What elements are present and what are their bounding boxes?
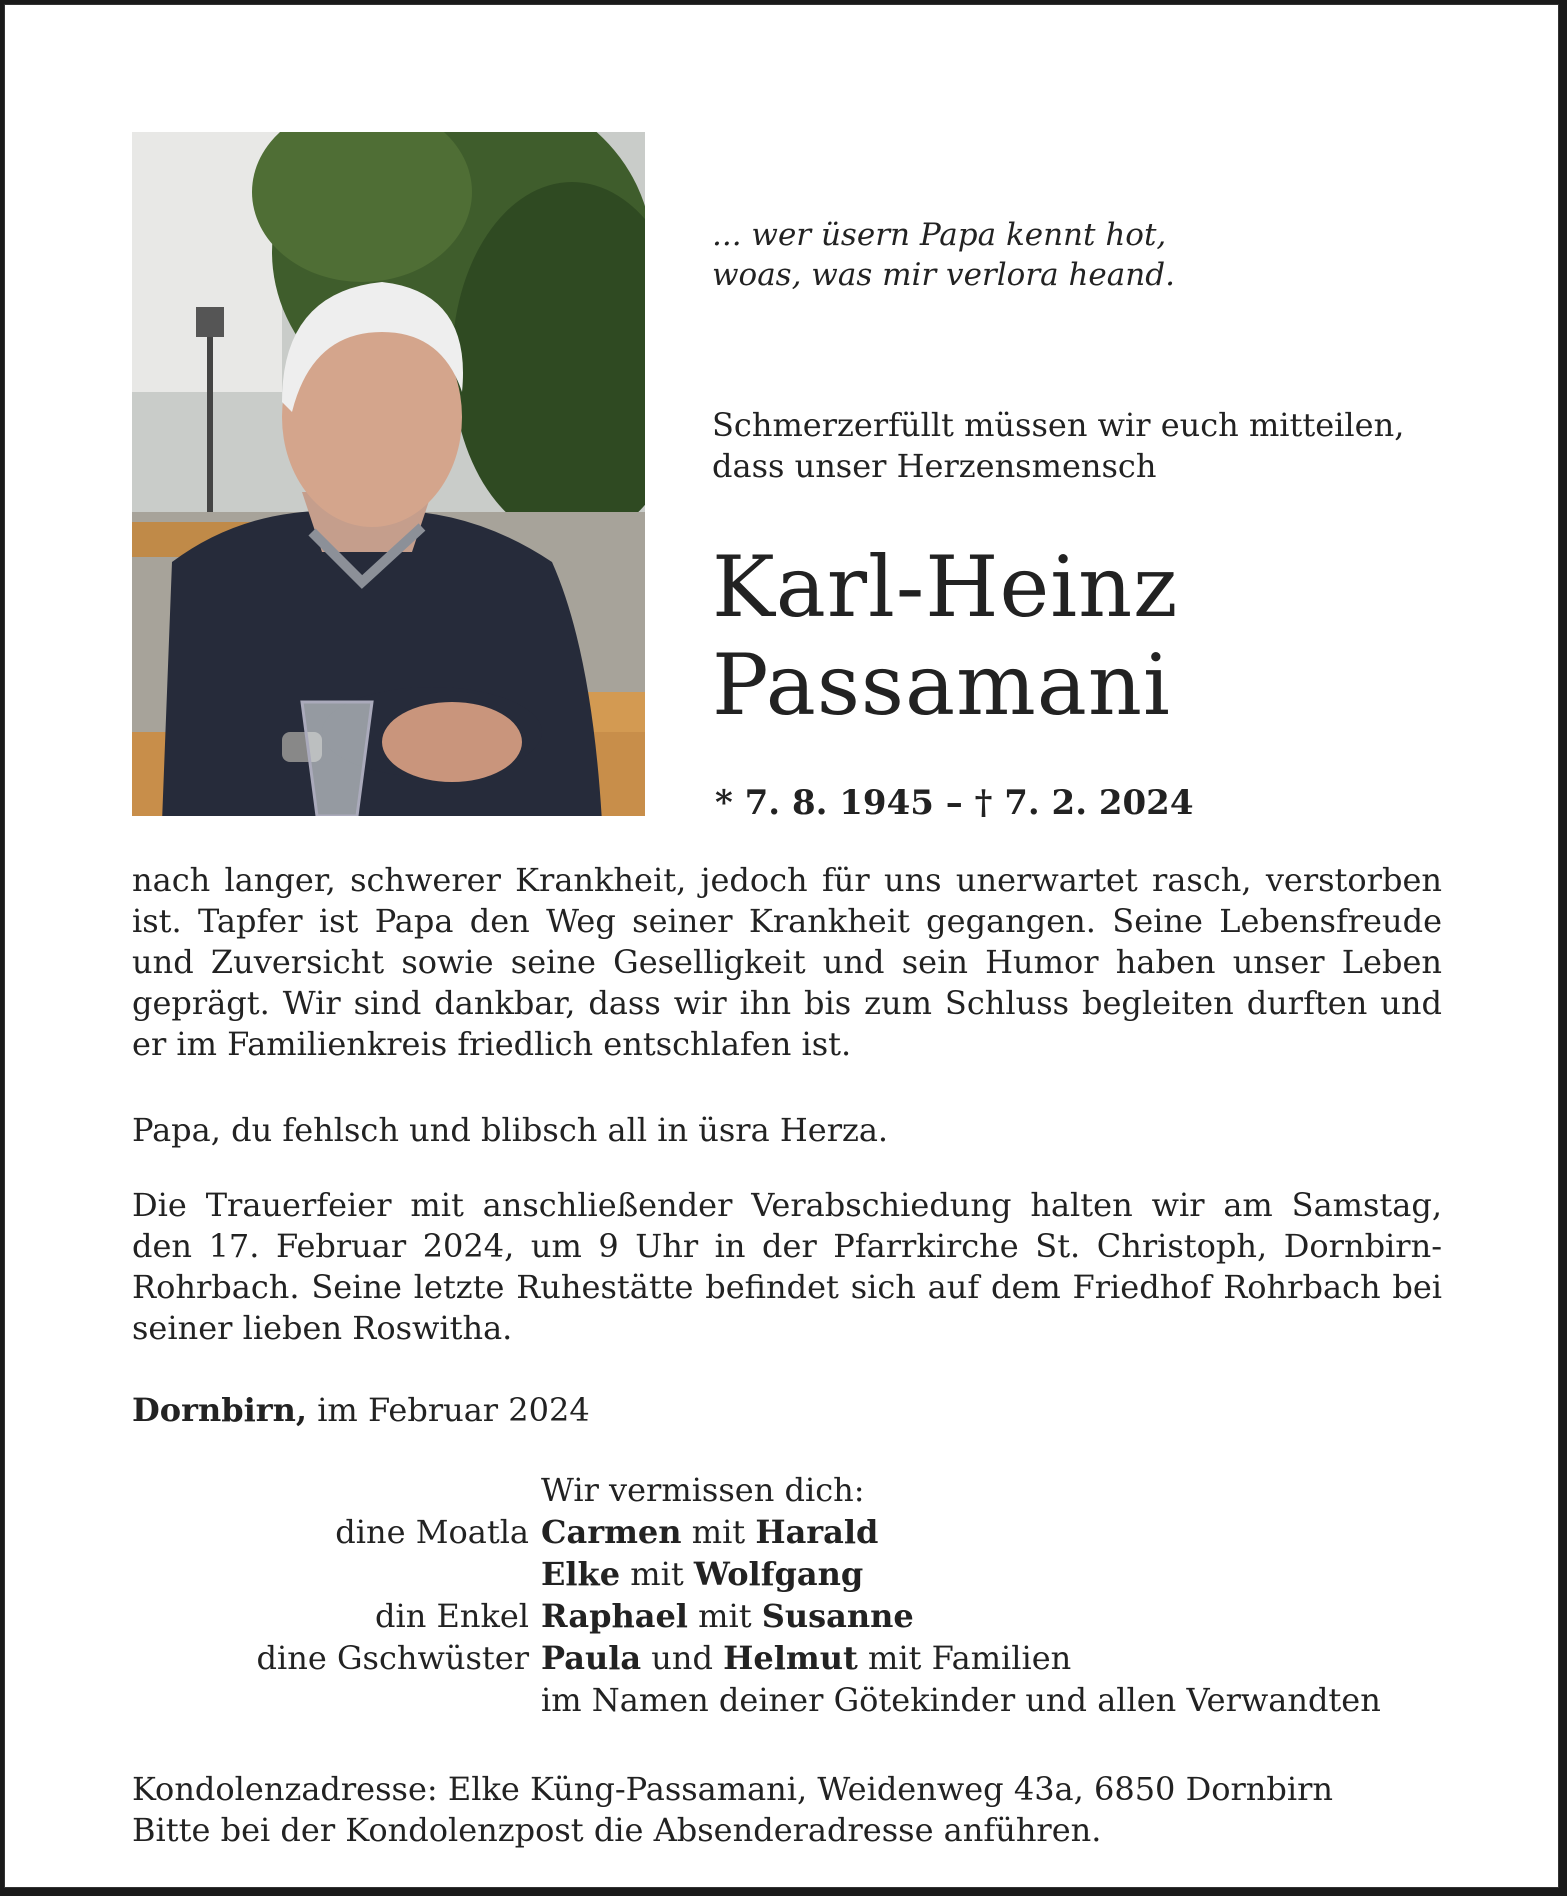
quote-line-2: woas, was mir verlora heand. xyxy=(712,257,1175,293)
family-label: dine Moatla xyxy=(335,1513,529,1551)
memorial-quote xyxy=(712,215,1175,295)
family-label xyxy=(5,1553,541,1595)
family-name: Paula xyxy=(541,1639,642,1677)
condolence-info xyxy=(132,1769,1333,1851)
family-name: Carmen xyxy=(541,1513,682,1551)
deceased-name xyxy=(712,538,1178,734)
family-name: Raphael xyxy=(541,1597,688,1635)
body-paragraph-3: Die Trauerfeier mit anschließender Verabschiedung halten wir am Samstag, den 17. Februar 2024, um 9 Uhr in der Pfarrkirche St. Christoph, Dornbirn-Rohrbach. Seine letzte Ruhestätte befindet sich auf dem Friedhof Rohrbach bei seiner lieben Roswitha. xyxy=(132,1186,1442,1347)
body-paragraph-2: Papa, du fehlsch und blibsch all in üsra Herza. xyxy=(132,1111,889,1149)
family-name: Elke xyxy=(541,1555,621,1593)
place-date: im Februar 2024 xyxy=(307,1391,590,1429)
first-name: Karl-Heinz xyxy=(712,538,1179,636)
announcement-intro xyxy=(712,405,1404,487)
intro-line-1: Schmerzerfüllt müssen wir euch mitteilen, xyxy=(712,406,1405,444)
quote-line-1: ... wer üsern Papa kennt hot, xyxy=(712,217,1167,253)
family-row: din Enkel Raphael mit Susanne xyxy=(5,1595,1560,1637)
life-dates: * 7. 8. 1945 – † 7. 2. 2024 xyxy=(715,783,1194,823)
family-name: Susanne xyxy=(761,1597,914,1635)
family-closing-row xyxy=(5,1679,1560,1721)
family-list xyxy=(5,1469,1560,1721)
family-label: dine Gschwüster xyxy=(256,1639,529,1677)
family-name: Harald xyxy=(755,1513,879,1551)
family-row: Elke mit Wolfgang xyxy=(5,1553,1560,1595)
place-and-date xyxy=(132,1391,590,1429)
obituary-page xyxy=(4,4,1559,1888)
family-name: Wolfgang xyxy=(693,1555,864,1593)
last-name: Passamani xyxy=(712,636,1171,734)
portrait-photo xyxy=(132,132,645,816)
family-name: Helmut xyxy=(723,1639,858,1677)
condolence-note: Bitte bei der Kondolenzpost die Absenderadresse anführen. xyxy=(132,1811,1102,1849)
body-paragraph-1: nach langer, schwerer Krankheit, jedoch für uns unerwartet rasch, verstorben ist. Tapfer ist Papa den Weg seiner Krankheit gegangen. Seine Lebensfreude und Zuversicht sowie seine Geselligkeit und sein Humor haben unser Leben geprägt. Wir sind dankbar, dass wir ihn bis zum Schluss begleiten durften und er im Familienkreis friedlich entschlafen ist. xyxy=(132,861,1442,1063)
family-heading-row xyxy=(5,1469,1560,1511)
family-row: dine Moatla Carmen mit Harald xyxy=(5,1511,1560,1553)
family-heading: Wir vermissen dich: xyxy=(541,1471,865,1509)
place-city: Dornbirn, xyxy=(132,1391,308,1429)
family-label: din Enkel xyxy=(374,1597,529,1635)
condolence-address: Kondolenzadresse: Elke Küng-Passamani, Weidenweg 43a, 6850 Dornbirn xyxy=(132,1770,1334,1808)
intro-line-2: dass unser Herzensmensch xyxy=(712,447,1157,485)
family-row: dine Gschwüster Paula und Helmut mit Familien xyxy=(5,1637,1560,1679)
family-closing: im Namen deiner Götekinder und allen Verwandten xyxy=(541,1681,1381,1719)
